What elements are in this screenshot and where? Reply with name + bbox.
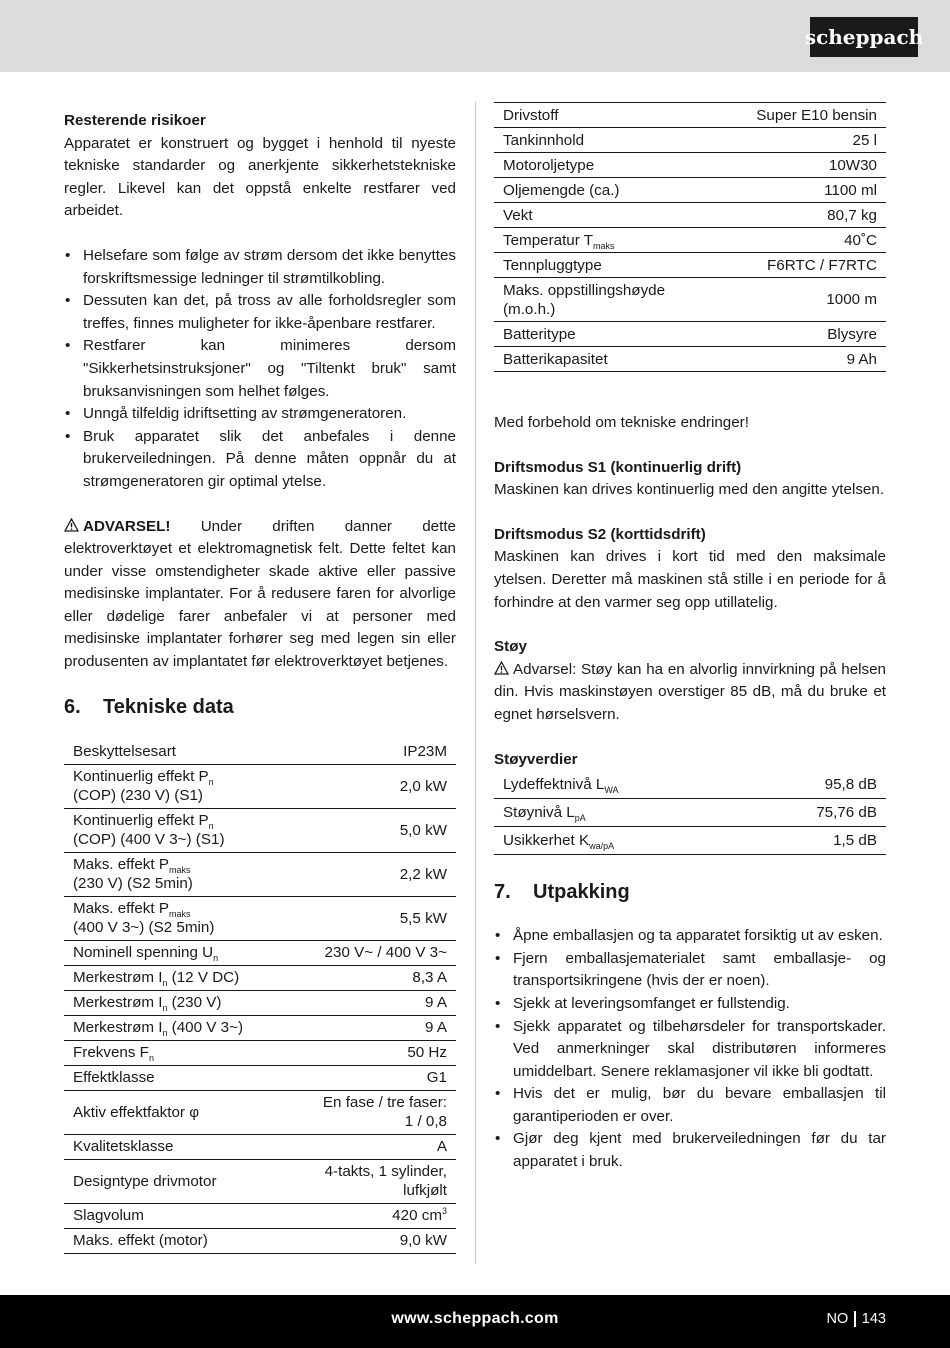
spec-label: Batterikapasitet (494, 347, 715, 372)
page-separator (854, 1311, 856, 1327)
table-row (494, 128, 886, 153)
table-row (64, 740, 456, 765)
language-code: NO (826, 1311, 849, 1327)
spec-value: 1100 ml (715, 178, 886, 203)
unpack-list (494, 925, 886, 1174)
spec-value: 8,3 A (287, 965, 456, 990)
spec-value: Super E10 bensin (715, 103, 886, 128)
spec-value: 9 Ah (715, 347, 886, 372)
spec-value: 1000 m (715, 278, 886, 322)
s1-heading: Driftsmodus S1 (kontinuerlig drift) (494, 458, 742, 476)
table-row (64, 1040, 456, 1065)
spec-value: 420 $cm^3$ (287, 1203, 456, 1228)
spec-label: Effektklasse (64, 1065, 287, 1090)
list-item: • Sjekk at leveringsomfanget er fullstendig. (494, 993, 886, 1016)
table-row (494, 228, 886, 253)
list-item: • Restfarer kan minimeres dersom "Sikkerhetsinstruksjoner" og "Tiltenkt bruk" samt bruksanvisningen som helhet følges. (64, 335, 456, 403)
table-row (494, 153, 886, 178)
spec-value: Blysyre (715, 322, 886, 347)
spec-label: Kontinuerlig effekt $P_n$ (COP) (230 V) (S1) (64, 764, 287, 808)
spec-label: Kontinuerlig effekt $P_n$ (COP) (400 V 3~) (S1) (64, 808, 287, 852)
column-divider (475, 102, 476, 1264)
fuel-data-table (494, 102, 886, 372)
list-item: • Fjern emballasjematerialet samt emballasje- og transportsikringene (hvis der er noen). (494, 948, 886, 993)
table-row (64, 1228, 456, 1253)
spec-label: Støynivå $L_{pA}$ (494, 799, 740, 827)
spec-label: Usikkerhet $K_{wa/pA}$ (494, 827, 740, 855)
table-row (64, 764, 456, 808)
table-row (64, 808, 456, 852)
table-row (494, 203, 886, 228)
spec-value: 1,5 dB (740, 827, 886, 855)
list-item: • Dessuten kan det, på tross av alle forholdsregler som treffes, finnes muligheter for ikke-åpenbare restfarer. (64, 290, 456, 335)
spec-label: Tankinnhold (494, 128, 715, 153)
spec-label: Maks. effekt (motor) (64, 1228, 287, 1253)
table-row (494, 253, 886, 278)
noise-table (494, 771, 886, 855)
noise-values-heading: Støyverdier (494, 750, 578, 768)
technical-data-table (64, 740, 456, 1254)
spec-value: 5,0 kW (287, 808, 456, 852)
list-item: • Bruk apparatet slik det anbefales i denne brukerveiledningen. På denne måten oppnår du at strømgeneratoren gir optimal ytelse. (64, 426, 456, 494)
table-row (64, 990, 456, 1015)
table-row (494, 103, 886, 128)
noise-heading: Støy (494, 638, 527, 656)
table-row (494, 799, 886, 827)
spec-value: 9 A (287, 1015, 456, 1040)
table-row (64, 1203, 456, 1228)
section-heading-6 (64, 694, 456, 720)
spec-value: 9,0 kW (287, 1228, 456, 1253)
table-row (64, 940, 456, 965)
spec-label: Batteritype (494, 322, 715, 347)
spec-label: Maks. effekt $P_{maks}$ (230 V) (S2 5min) (64, 852, 287, 896)
spec-label: Merkestrøm $I_n$ (12 V DC) (64, 965, 287, 990)
spec-value: 230 V~ / 400 V 3~ (287, 940, 456, 965)
spec-label: Merkestrøm $I_n$ (400 V 3~) (64, 1015, 287, 1040)
spec-label: Designtype drivmotor (64, 1159, 287, 1203)
table-row (494, 322, 886, 347)
page-number: 143 (861, 1311, 886, 1327)
warning-icon (64, 518, 79, 532)
section-title: Utpakking (533, 881, 630, 904)
table-row (494, 178, 886, 203)
spec-value: 2,2 kW (287, 852, 456, 896)
noise-warning: Advarsel: Støy kan ha en alvorlig innvirkning på helsen din. Hvis maskinstøyen overstiger 85 dB, må du bruke et egnet hørselsvern. (494, 660, 886, 723)
spec-value: 95,8 dB (740, 771, 886, 799)
spec-label: Vekt (494, 203, 715, 228)
s1-text: Maskinen kan drives kontinuerlig med den angitte ytelsen. (494, 481, 885, 499)
reservation-note: Med forbehold om tekniske endringer! (494, 414, 749, 431)
section-number: 7. (494, 881, 511, 904)
warning-label: ADVARSEL! (83, 517, 171, 535)
table-row (64, 1159, 456, 1203)
table-row (494, 347, 886, 372)
spec-value: 25 l (715, 128, 886, 153)
left-column (64, 110, 456, 1254)
risks-intro: Apparatet er konstruert og bygget i henhold til nyeste tekniske standarder og anerkjente sikkerhetstekniske regler. Likevel kan det oppstå enkelte restfarer ved arbeidet. (64, 134, 456, 220)
spec-label: Beskyttelsesart (64, 740, 287, 765)
risks-heading: Resterende risikoer (64, 112, 206, 129)
spec-value: 50 Hz (287, 1040, 456, 1065)
spec-value: 5,5 kW (287, 896, 456, 940)
table-row (64, 1015, 456, 1040)
table-row (64, 1090, 456, 1134)
s2-heading: Driftsmodus S2 (korttidsdrift) (494, 525, 706, 543)
spec-value: 75,76 dB (740, 799, 886, 827)
footer-bar (0, 1295, 950, 1348)
warning-paragraph (64, 516, 456, 674)
s2-text: Maskinen kan drives i kort tid med den maksimale ytelsen. Deretter må maskinen stå stille i en periode for å forhindre at den varmer seg opp utillatelig. (494, 548, 886, 611)
spec-value: 80,7 kg (715, 203, 886, 228)
spec-label: Drivstoff (494, 103, 715, 128)
spec-label: Maks. oppstillingshøyde (m.o.h.) (494, 278, 715, 322)
spec-value: 40˚C (715, 228, 886, 253)
spec-label: Temperatur $T_{maks}$ (494, 228, 715, 253)
spec-value: En fase / tre faser: 1 / 0,8 (287, 1090, 456, 1134)
list-item: • Unngå tilfeldig idriftsetting av strømgeneratoren. (64, 403, 456, 426)
website-link[interactable]: www.scheppach.com (391, 1310, 559, 1327)
spec-value: 4-takts, 1 sylinder, lufkjølt (287, 1159, 456, 1203)
spec-label: Merkestrøm $I_n$ (230 V) (64, 990, 287, 1015)
list-item: • Hvis det er mulig, bør du bevare emballasjen til garantiperioden er over. (494, 1083, 886, 1128)
table-row (64, 896, 456, 940)
spec-value: 10W30 (715, 153, 886, 178)
spec-value: IP23M (287, 740, 456, 765)
spec-value: 2,0 kW (287, 764, 456, 808)
spec-value: F6RTC / F7RTC (715, 253, 886, 278)
spec-label: Frekvens $F_n$ (64, 1040, 287, 1065)
spec-label: Kvalitetsklasse (64, 1134, 287, 1159)
risks-list (64, 245, 456, 494)
table-row (64, 1134, 456, 1159)
list-item: • Sjekk apparatet og tilbehørsdeler for transportskader. Ved anmerkninger skal distributøren informeres umiddelbart. Senere reklamasjoner vil ikke bli godtatt. (494, 1016, 886, 1084)
section-number: 6. (64, 695, 81, 718)
table-row (494, 827, 886, 855)
spec-value: G1 (287, 1065, 456, 1090)
section-title: Tekniske data (103, 695, 234, 718)
spec-label: Nominell spenning $U_n$ (64, 940, 287, 965)
list-item: • Helsefare som følge av strøm dersom det ikke benyttes forskriftsmessige ledninger til strømtilkobling. (64, 245, 456, 290)
spec-label: Slagvolum (64, 1203, 287, 1228)
table-row (494, 771, 886, 799)
spec-label: Lydeffektnivå $L_{WA}$ (494, 771, 740, 799)
table-row (64, 852, 456, 896)
page-info (827, 1295, 886, 1343)
spec-label: Oljemengde (ca.) (494, 178, 715, 203)
table-row (494, 278, 886, 322)
brand-logo: scheppach (810, 17, 918, 57)
spec-label: Maks. effekt $P_{maks}$ (400 V 3~) (S2 5min) (64, 896, 287, 940)
spec-label: Tennpluggtype (494, 253, 715, 278)
table-row (64, 965, 456, 990)
right-column (494, 102, 886, 1174)
warning-icon (494, 661, 509, 675)
list-item: • Åpne emballasjen og ta apparatet forsiktig ut av esken. (494, 925, 886, 948)
spec-label: Motoroljetype (494, 153, 715, 178)
spec-value: A (287, 1134, 456, 1159)
section-heading-7 (494, 879, 886, 905)
list-item: • Gjør deg kjent med brukerveiledningen før du tar apparatet i bruk. (494, 1128, 886, 1173)
table-row (64, 1065, 456, 1090)
warning-text: Under driften danner dette elektroverktøyet et elektromagnetisk felt. Dette feltet kan under visse omstendigheter skade aktive eller passive medisinske implantater. For å redusere faren for alvorlige eller dødelige farer anbefaler vi at personer med medisinske implantater forhører seg med legen sin eller produsenten av implantatet før elektroverktøyet betjenes. (64, 517, 456, 671)
spec-value: 9 A (287, 990, 456, 1015)
spec-label: Aktiv effektfaktor φ (64, 1090, 287, 1134)
